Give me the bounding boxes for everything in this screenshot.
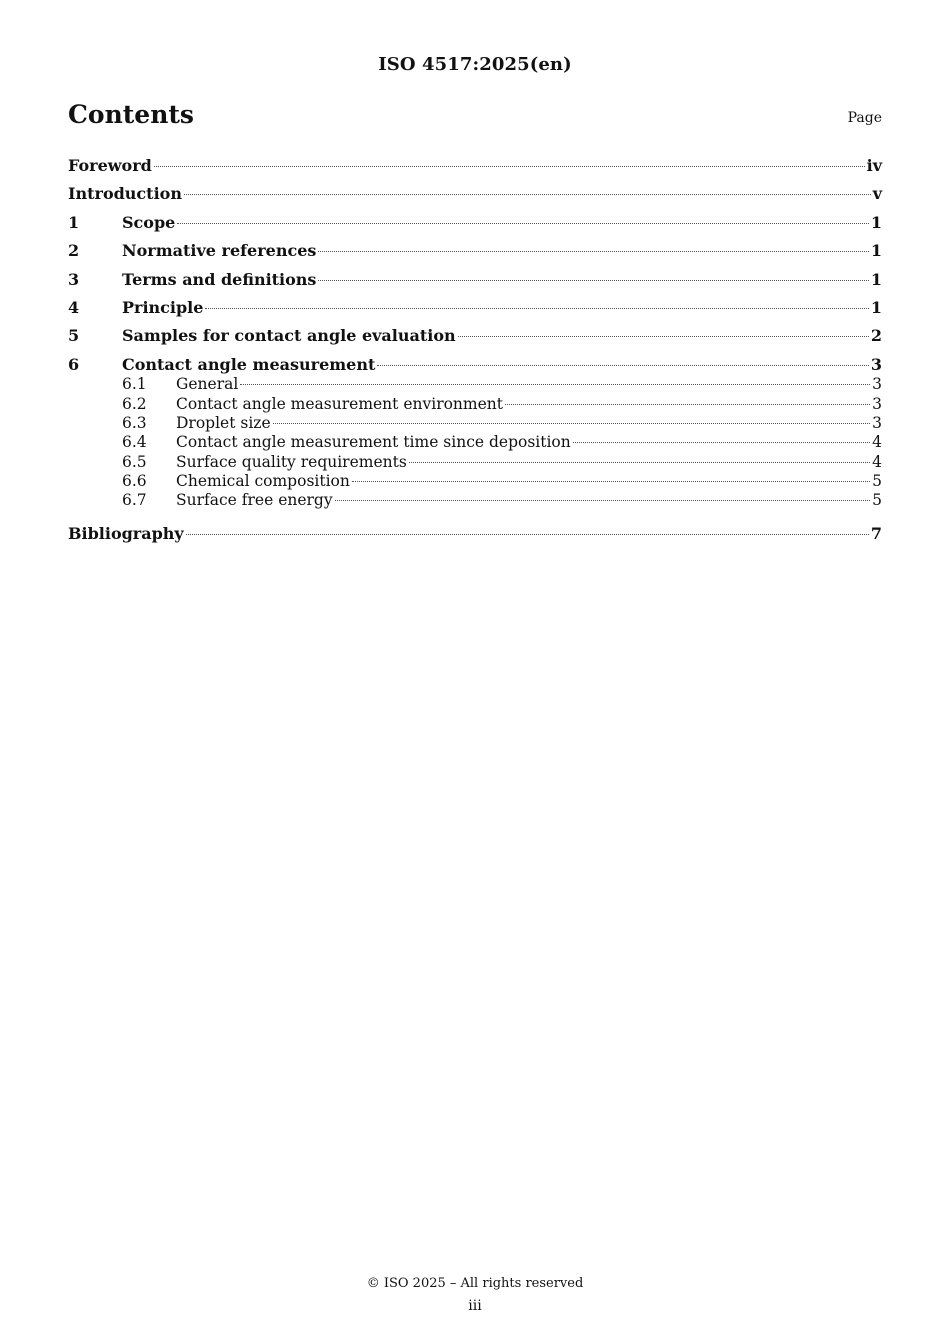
toc-entry-page: 1 — [870, 269, 882, 289]
dot-leader — [335, 500, 871, 501]
toc-subentry-page: 4 — [872, 452, 882, 471]
toc-subentry-title: Droplet size — [176, 413, 271, 432]
dot-leader — [154, 166, 865, 167]
toc-entry-page: 3 — [870, 355, 882, 375]
toc-entry-title: Terms and definitions — [122, 269, 317, 289]
toc-entry-number: 2 — [68, 241, 80, 261]
toc-entry-page: iv — [866, 156, 882, 175]
dot-leader — [573, 442, 870, 443]
toc-entry-title: Principle — [122, 297, 204, 317]
toc-subentry-page: 3 — [872, 394, 882, 413]
copyright-notice: © ISO 2025 – All rights reserved — [366, 1276, 584, 1291]
toc-subentry-number: 6.1 — [122, 375, 147, 394]
dot-leader — [177, 223, 869, 224]
toc-subentry-surface-quality[interactable] — [68, 453, 882, 472]
dot-leader — [186, 534, 869, 535]
dot-leader — [377, 365, 868, 366]
toc-subentry-number: 6.7 — [122, 491, 147, 510]
dot-leader — [205, 308, 868, 309]
toc-entry-number: 1 — [68, 212, 80, 232]
toc-subentry-title: Surface quality requirements — [176, 452, 407, 471]
toc-subentry-measurement-time[interactable] — [68, 433, 882, 452]
toc-entry-number: 6 — [68, 355, 80, 375]
table-of-contents — [68, 152, 882, 548]
toc-entry-page: 2 — [870, 326, 882, 346]
dot-leader — [458, 336, 869, 337]
toc-subentry-title: Contact angle measurement environment — [176, 394, 503, 413]
toc-entry-contact-angle-measurement[interactable] — [68, 355, 882, 375]
document-id-header: ISO 4517:2025(en) — [378, 54, 572, 75]
toc-subentry-title: Chemical composition — [176, 472, 350, 491]
toc-subentry-chemical-composition[interactable] — [68, 472, 882, 491]
toc-subentry-surface-free-energy[interactable] — [68, 491, 882, 510]
toc-entry-title: Bibliography — [68, 523, 184, 543]
toc-entry-samples[interactable] — [68, 322, 882, 350]
toc-subentry-title: Surface free energy — [176, 491, 333, 510]
toc-subentry-page: 3 — [872, 375, 882, 394]
toc-entry-page: 1 — [870, 297, 882, 317]
dot-leader — [318, 280, 868, 281]
toc-entry-title: Foreword — [68, 156, 152, 175]
dot-leader — [409, 462, 870, 463]
toc-entry-principle[interactable] — [68, 294, 882, 322]
toc-entry-foreword[interactable] — [68, 152, 882, 180]
toc-subentry-droplet-size[interactable] — [68, 414, 882, 433]
toc-entry-scope[interactable] — [68, 209, 882, 237]
dot-leader — [505, 404, 870, 405]
toc-subentry-page: 5 — [872, 491, 882, 510]
toc-entry-title: Introduction — [68, 184, 182, 204]
toc-subentry-title: Contact angle measurement time since deposition — [176, 433, 571, 452]
toc-entry-title: Normative references — [122, 241, 317, 261]
toc-entry-title: Samples for contact angle evaluation — [122, 326, 456, 346]
toc-entry-normative-references[interactable] — [68, 237, 882, 265]
dot-leader — [273, 423, 870, 424]
toc-subentry-number: 6.3 — [122, 413, 147, 432]
toc-subentry-number: 6.4 — [122, 433, 147, 452]
toc-entry-bibliography[interactable] — [68, 520, 882, 548]
dot-leader — [184, 194, 871, 195]
toc-subentry-page: 5 — [872, 472, 882, 491]
dot-leader — [240, 384, 870, 385]
page-number: iii — [468, 1298, 482, 1314]
toc-entry-title: Scope — [122, 212, 176, 232]
toc-entry-page: 7 — [870, 523, 882, 543]
toc-entry-title: Contact angle measurement — [122, 355, 376, 375]
toc-subentry-number: 6.2 — [122, 394, 147, 413]
toc-subentry-measurement-environment[interactable] — [68, 395, 882, 414]
toc-subentry-general[interactable] — [68, 375, 882, 394]
toc-entry-page: v — [872, 184, 882, 204]
toc-subentry-number: 6.5 — [122, 452, 147, 471]
page-column-label: Page — [847, 110, 882, 126]
toc-entry-number: 3 — [68, 269, 80, 289]
toc-subsection-list — [68, 375, 882, 511]
toc-entry-terms-and-definitions[interactable] — [68, 266, 882, 294]
toc-entry-page: 1 — [870, 241, 882, 261]
toc-subentry-number: 6.6 — [122, 472, 147, 491]
toc-subentry-page: 3 — [872, 413, 882, 432]
toc-entry-number: 5 — [68, 326, 80, 346]
toc-subentry-page: 4 — [872, 433, 882, 452]
toc-subentry-title: General — [176, 375, 239, 394]
contents-heading: Contents — [68, 100, 195, 129]
toc-entry-number: 4 — [68, 297, 80, 317]
toc-entry-page: 1 — [870, 212, 882, 232]
dot-leader — [318, 251, 868, 252]
toc-entry-introduction[interactable] — [68, 180, 882, 208]
dot-leader — [352, 481, 870, 482]
